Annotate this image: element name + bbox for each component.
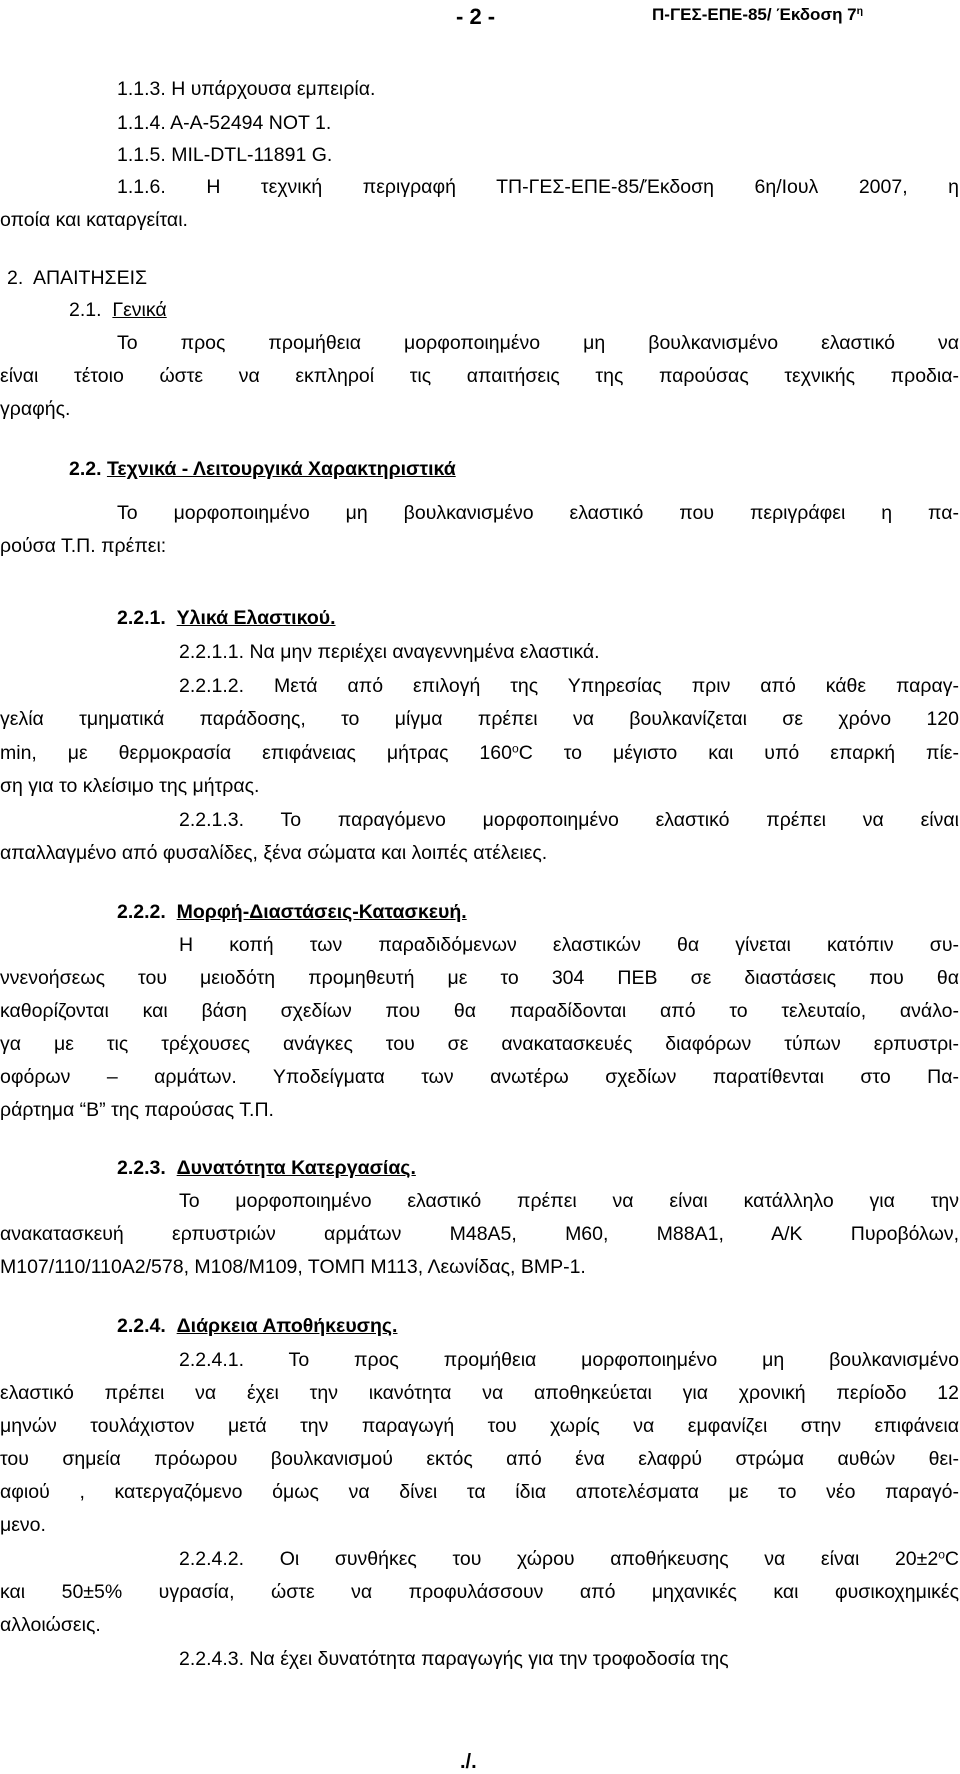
section-2-2-2-line-2: ννενοήσεως του μειοδότη προμηθευτή με το 304 ΠΕΒ σε διαστάσεις που θα: [0, 967, 959, 989]
item-2-2-1-3-line-2: απαλλαγμένο από φυσαλίδες, ξένα σώματα και λοιπές ατέλειες.: [0, 842, 548, 864]
section-2-2-2-line-6: ράρτημα “Β” της παρούσας Τ.Π.: [0, 1099, 274, 1121]
section-2-2-3-line-1: Το μορφοποιημένο ελαστικό πρέπει να είναι κατάλληλο για την: [179, 1190, 959, 1212]
item-2-2-4-3: 2.2.4.3. Να έχει δυνατότητα παραγωγής για την τροφοδοσία της: [179, 1648, 729, 1670]
item-1-1-5: 1.1.5. MIL-DTL-11891 G.: [117, 144, 333, 166]
section-2-2-2-line-1: Η κοπή των παραδιδόμενων ελαστικών θα γίνεται κατόπιν συ-: [179, 934, 959, 956]
degree-superscript: ο: [511, 741, 519, 756]
item-1-1-6-line-2: οποία και καταργείται.: [0, 209, 188, 231]
section-2-1-heading: [69, 301, 167, 321]
document-code-superscript: η: [856, 5, 864, 18]
section-2-2-4-title: Διάρκεια Αποθήκευσης.: [176, 1315, 398, 1337]
section-2-2-number: 2.2.: [69, 458, 102, 480]
section-2-2-2-number: 2.2.2.: [117, 901, 166, 923]
section-2-2-4-number: 2.2.4.: [117, 1315, 166, 1337]
section-2-2-line-2: ρούσα Τ.Π. πρέπει:: [0, 535, 167, 557]
item-2-2-1-2-line-2: γελία τμηματικά παράδοσης, το μίγμα πρέπει να βουλκανίζεται σε χρόνο 120: [0, 708, 959, 730]
continuation-mark: ./.: [460, 1751, 477, 1773]
section-2-1-number: 2.1.: [69, 299, 102, 321]
item-1-1-6-line-1: 1.1.6. Η τεχνική περιγραφή ΤΠ-ΓΕΣ-ΕΠΕ-85/Έκδοση 6η/Ιουλ 2007, η: [117, 176, 959, 198]
item-2-2-4-2-line-3: αλλοιώσεις.: [0, 1614, 101, 1636]
document-code-text: Π-ΓΕΣ-ΕΠΕ-85/ Έκδοση 7: [652, 5, 857, 24]
section-2-2-2-title: Μορφή-Διαστάσεις-Κατασκευή.: [176, 901, 467, 923]
section-2-2-line-1: Το μορφοποιημένο μη βουλκανισμένο ελαστικό που περιγράφει η πα-: [117, 502, 959, 524]
section-2-2-1-number: 2.2.1.: [117, 607, 166, 629]
section-2-2-1-title: Υλικά Ελαστικού.: [176, 607, 336, 629]
section-2-2-2-line-5: οφόρων – αρμάτων. Υποδείγματα των ανωτέρω σχεδίων παρατίθενται στο Πα-: [0, 1066, 959, 1088]
degree-superscript-2: ο: [938, 1547, 945, 1562]
item-2-2-4-2-line-1: [179, 1547, 959, 1570]
item-2-2-4-2-line-1-b: C: [944, 1548, 959, 1570]
item-2-2-1-2-line-3-b: C το μέγιστο και υπό επαρκή πίε-: [518, 742, 959, 764]
item-2-2-4-1-line-4: του σημεία πρόωρου βουλκανισμού εκτός από ένα ελαφρύ στρώμα αυθών θει-: [0, 1448, 959, 1470]
item-2-2-4-1-line-5: αφιού , κατεργαζόμενο όμως να δίνει τα ίδια αποτελέσματα με το νέο παραγό-: [0, 1481, 959, 1503]
section-2-2-3-line-2: ανακατασκευή ερπυστριών αρμάτων Μ48Α5, Μ60, Μ88Α1, Α/Κ Πυροβόλων,: [0, 1223, 959, 1245]
item-2-2-4-2-line-1-a: 2.2.4.2. Οι συνθήκες του χώρου αποθήκευσης να είναι 20±2: [179, 1548, 939, 1570]
item-2-2-4-1-line-6: μενο.: [0, 1514, 46, 1536]
section-2-2-2-heading: [117, 903, 467, 923]
section-2-2-2-line-4: γα με τις τρέχουσες ανάγκες του σε ανακατασκευές διαφόρων τύπων ερπυστρι-: [0, 1033, 959, 1055]
section-2-2-title: Τεχνικά - Λειτουργικά Χαρακτηριστικά: [106, 458, 456, 480]
section-2-2-heading: [69, 460, 456, 480]
section-2-2-2-line-3: καθορίζονται και βάση σχεδίων που θα παραδίδονται από το τελευταίο, ανάλο-: [0, 1000, 959, 1022]
item-2-2-4-2-line-2: και 50±5% υγρασία, ώστε να προφυλάσσουν από μηχανικές και φυσικοχημικές: [0, 1581, 959, 1603]
section-2-2-3-line-3: Μ107/110/110Α2/578, Μ108/Μ109, ΤΟΜΠ Μ113, Λεωνίδας, ΒΜΡ-1.: [0, 1256, 586, 1278]
section-2-2-3-title: Δυνατότητα Κατεργασίας.: [176, 1157, 416, 1179]
item-1-1-3: 1.1.3. Η υπάρχουσα εμπειρία.: [117, 78, 376, 100]
page-number: - 2 -: [456, 4, 496, 29]
document-code: [652, 6, 863, 23]
item-2-2-4-1-line-3: μηνών τουλάχιστον μετά την παραγωγή του χωρίς να εμφανίζει στην επιφάνεια: [0, 1415, 959, 1437]
section-2-2-1-heading: [117, 609, 336, 629]
item-2-2-1-2-line-3-a: min, με θερμοκρασία επιφάνειας μήτρας 160: [0, 742, 512, 764]
section-2-2-3-number: 2.2.3.: [117, 1157, 166, 1179]
item-2-2-1-2-line-3: [0, 741, 959, 764]
section-2-1-line-1: Το προς προμήθεια μορφοποιημένο μη βουλκανισμένο ελαστικό να: [117, 332, 959, 354]
item-2-2-1-3-line-1: 2.2.1.3. Το παραγόμενο μορφοποιημένο ελαστικό πρέπει να είναι: [179, 809, 959, 831]
item-1-1-4: 1.1.4. Α-Α-52494 ΝΟΤ 1.: [117, 112, 332, 134]
section-2-1-title: Γενικά: [112, 299, 167, 321]
section-2-2-3-heading: [117, 1159, 416, 1179]
item-2-2-4-1-line-1: 2.2.4.1. Το προς προμήθεια μορφοποιημένο μη βουλκανισμένο: [179, 1349, 959, 1371]
section-2-2-4-heading: [117, 1317, 397, 1337]
item-2-2-1-2-line-4: ση για το κλείσιμο της μήτρας.: [0, 775, 260, 797]
item-2-2-1-2-line-1: 2.2.1.2. Μετά από επιλογή της Υπηρεσίας πριν από κάθε παραγ-: [179, 675, 959, 697]
section-2-heading: 2. ΑΠΑΙΤΗΣΕΙΣ: [7, 267, 148, 289]
item-2-2-1-1: 2.2.1.1. Να μην περιέχει αναγεννημένα ελαστικά.: [179, 641, 600, 663]
section-2-1-line-3: γραφής.: [0, 398, 71, 420]
section-2-1-line-2: είναι τέτοιο ώστε να εκπληροί τις απαιτήσεις της παρούσας τεχνικής προδια-: [0, 365, 959, 387]
item-2-2-4-1-line-2: ελαστικό πρέπει να έχει την ικανότητα να αποθηκεύεται για χρονική περίοδο 12: [0, 1382, 959, 1404]
